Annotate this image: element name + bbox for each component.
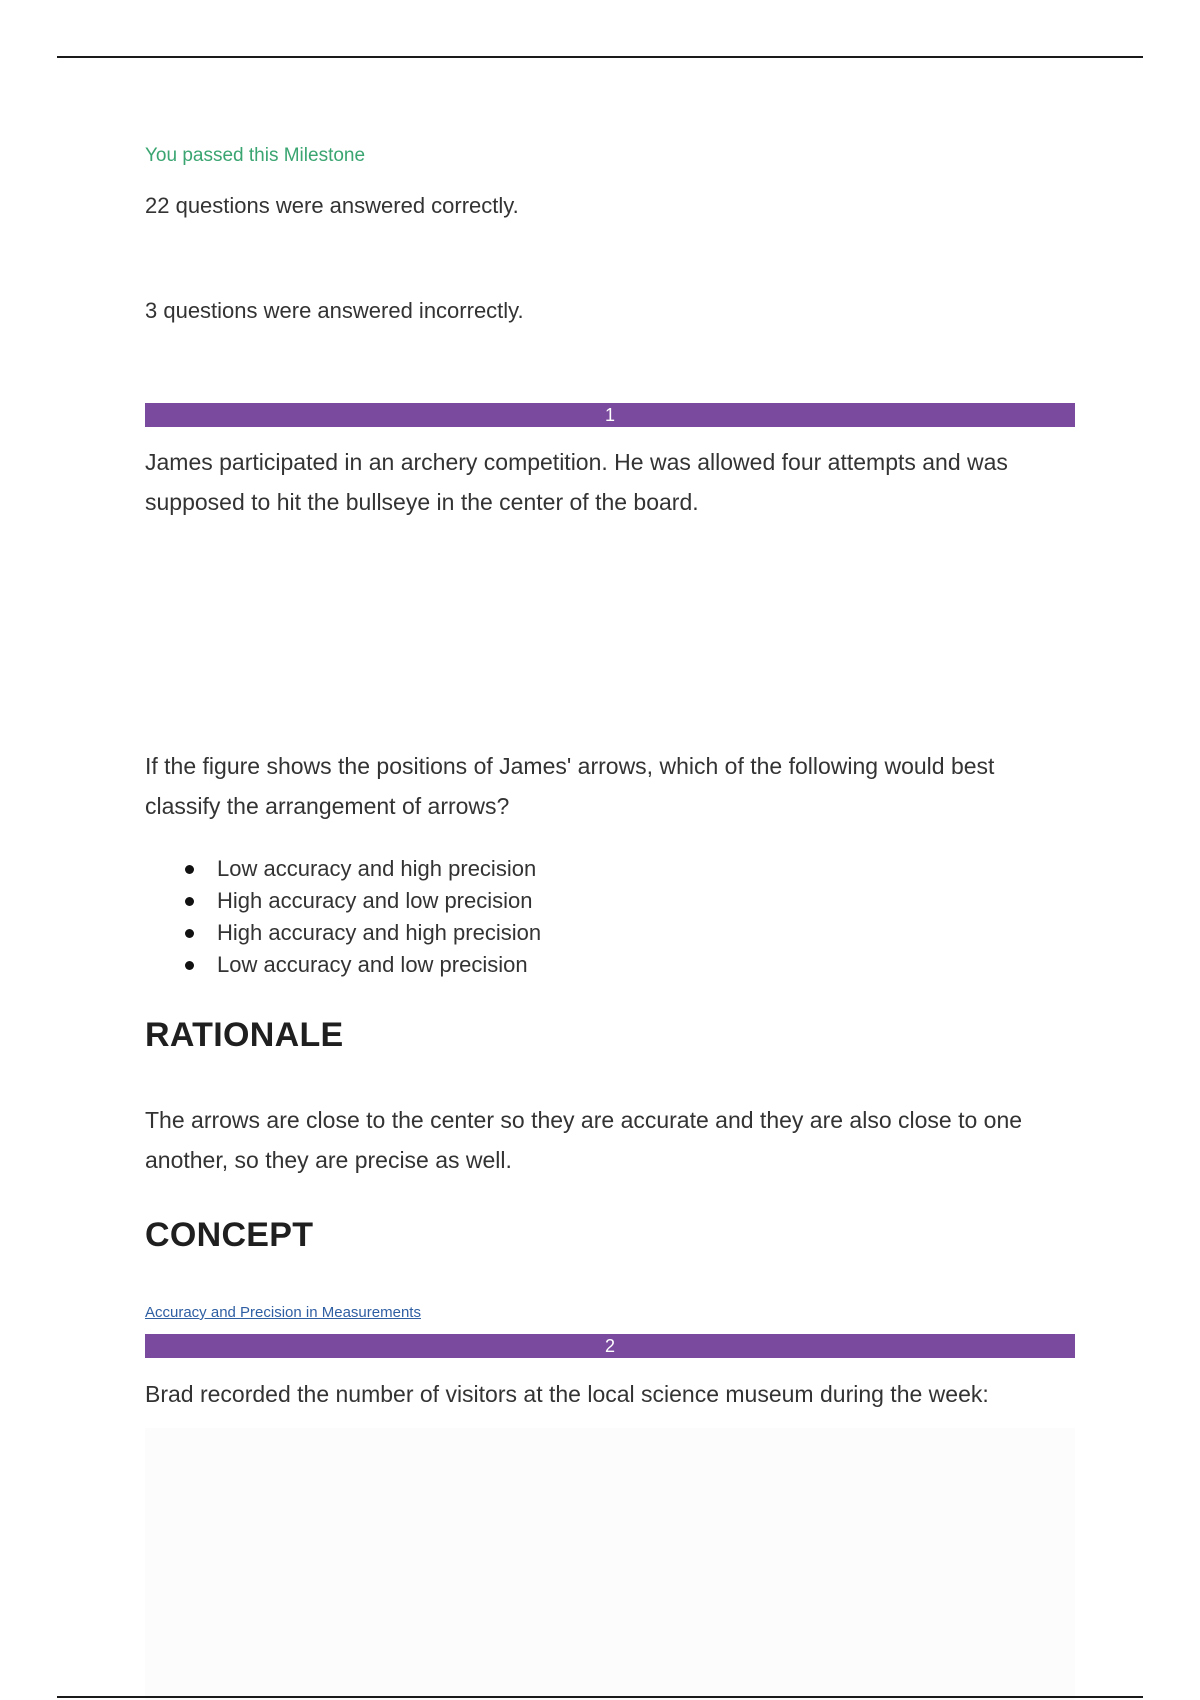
passed-status: You passed this Milestone <box>145 145 366 166</box>
bullet-icon <box>185 961 194 970</box>
bullet-icon <box>185 865 194 874</box>
question-prompt: If the figure shows the positions of James' arrows, which of the following would best classify the arrangement of arrows? <box>145 753 995 819</box>
archery-target-figure <box>145 530 1075 730</box>
answer-option <box>145 885 541 917</box>
question-number-bar: 2 <box>145 1334 1075 1358</box>
rationale-heading: RATIONALE <box>145 1016 344 1054</box>
bullet-icon <box>185 897 194 906</box>
bullet-icon <box>185 929 194 938</box>
answer-option <box>145 853 541 885</box>
rationale-text: The arrows are close to the center so they are accurate and they are also close to one another, so they are precise as well. <box>145 1107 1023 1173</box>
answer-option-label: Low accuracy and high precision <box>217 856 537 881</box>
answer-option-label: Low accuracy and low precision <box>217 952 528 977</box>
question-number-bar: 1 <box>145 403 1075 427</box>
visitors-table-area <box>145 1428 1075 1700</box>
top-rule <box>57 56 1143 58</box>
answer-option <box>145 949 541 981</box>
answer-option <box>145 917 541 949</box>
correct-summary: 22 questions were answered correctly. <box>145 193 519 218</box>
bottom-rule <box>57 1696 1143 1698</box>
concept-link[interactable]: Accuracy and Precision in Measurements <box>145 1304 421 1321</box>
answer-options <box>145 853 541 981</box>
concept-heading: CONCEPT <box>145 1216 314 1254</box>
answer-option-label: High accuracy and low precision <box>217 888 533 913</box>
incorrect-summary: 3 questions were answered incorrectly. <box>145 298 524 323</box>
question-text: James participated in an archery competition. He was allowed four attempts and was supposed to hit the bullseye in the center of the board. <box>145 449 1008 515</box>
answer-option-label: High accuracy and high precision <box>217 920 542 945</box>
question-text: Brad recorded the number of visitors at the local science museum during the week: <box>145 1381 989 1407</box>
